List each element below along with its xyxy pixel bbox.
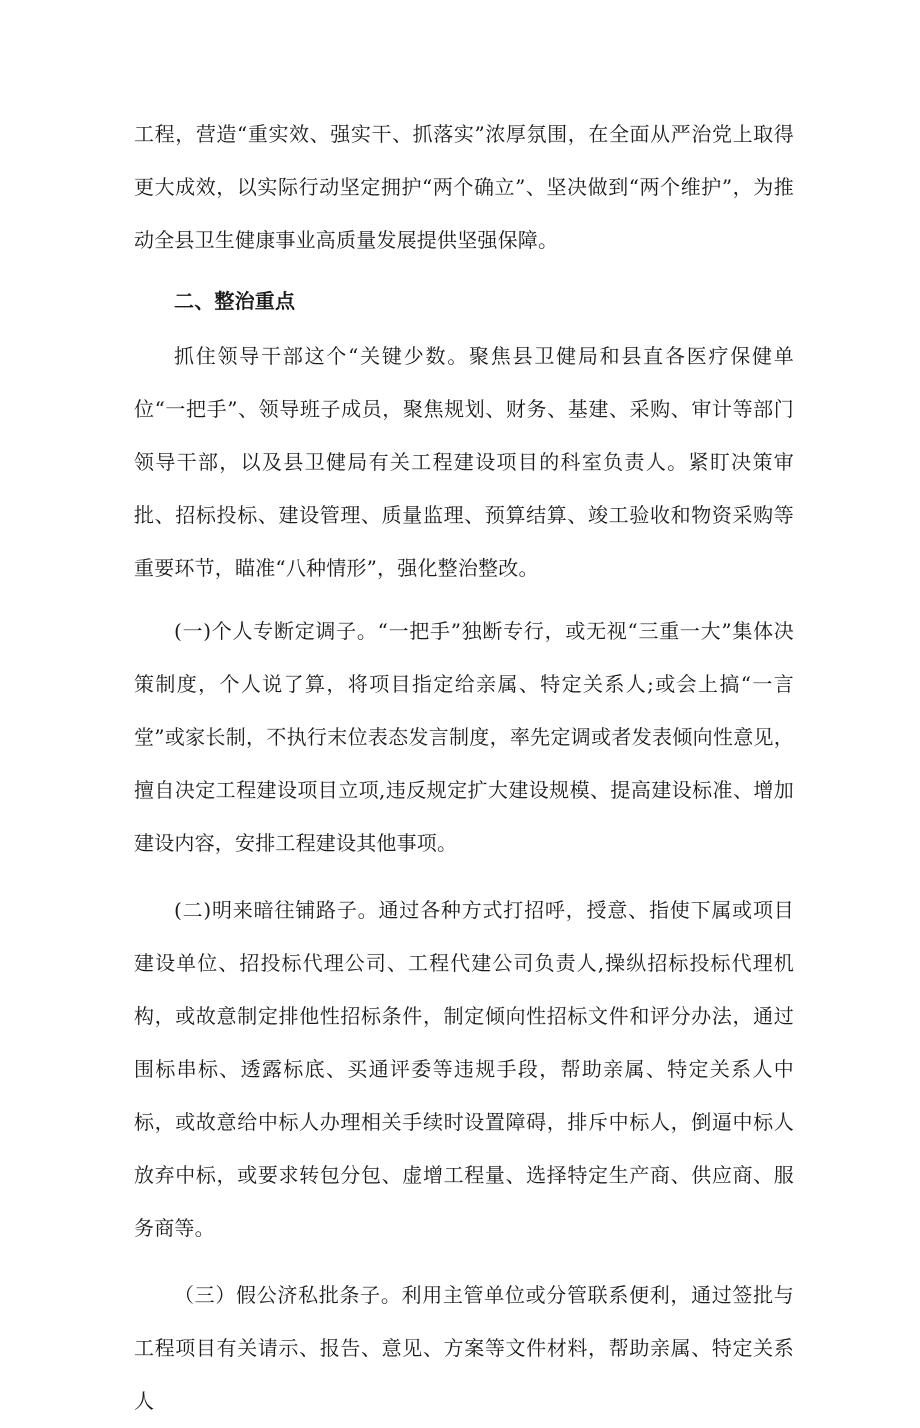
section-heading-rectification-focus: 二、整治重点 xyxy=(174,289,296,313)
paragraph-item-3: （三）假公济私批条子。利用主管单位或分管联系便利，通过签批与工程项目有关请示、报告、意见、方案等文件材料，帮助亲属、特定关系人 xyxy=(134,1283,794,1413)
paragraph-item-1: (一)个人专断定调子。“一把手”独断专行，或无视“三重一大”集体决策制度，个人说了算，将项目指定给亲属、特定关系人;或会上搞“一言堂”或家长制，不执行末位表态发言制度，率先定调或者发表倾向性意见，擅自决定工程建设项目立项,违反规定扩大建设规模、提高建设标准、增加建设内容，安排工程建设其他事项。 xyxy=(134,619,794,855)
paragraph-item-2: (二)明来暗往铺路子。通过各种方式打招呼，授意、指使下属或项目建设单位、招投标代理公司、工程代建公司负责人,操纵招标投标代理机构，或故意制定排他性招标条件，制定倾向性招标文件和评分办法，通过围标串标、透露标底、买通评委等违规手段，帮助亲属、特定关系人中标，或故意给中标人办理相关手续时设置障碍，排斥中标人，倒逼中标人放弃中标，或要求转包分包、虚增工程量、选择特定生产商、供应商、服务商等。 xyxy=(134,898,794,1240)
paragraph-key-minority: 抓住领导干部这个“关键少数。聚焦县卫健局和县直各医疗保健单位“一把手”、领导班子成员，聚焦规划、财务、基建、采购、审计等部门领导干部，以及县卫健局有关工程建设项目的科室负责人。紧盯决策审批、招标投标、建设管理、质量监理、预算结算、竣工验收和物资采购等重要环节，瞄准“八种情形”，强化整治整改。 xyxy=(134,344,794,580)
paragraph-intro-continued: 工程，营造“重实效、强实干、抓落实”浓厚氛围，在全面从严治党上取得更大成效，以实际行动坚定拥护“两个确立”、坚决做到“两个维护”，为推动全县卫生健康事业高质量发展提供坚强保障。 xyxy=(134,122,794,252)
